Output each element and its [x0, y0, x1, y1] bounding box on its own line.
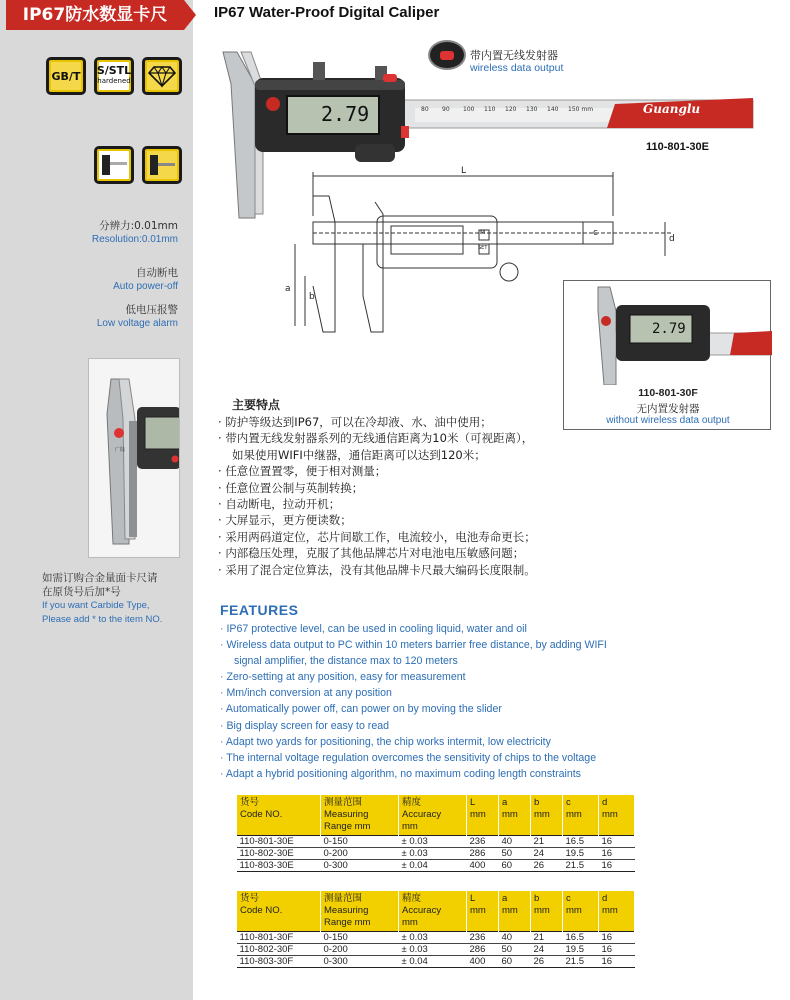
table-row: 110-801-30E 0-150 ± 0.03 236 40 21 16.5 16	[237, 836, 635, 848]
col-accuracy: 精度 Accuracy mm	[399, 795, 467, 836]
col-d: d mm	[599, 891, 635, 932]
carbide-cn-2: 在原货号后加*号	[42, 585, 121, 598]
features-en-list	[220, 621, 780, 782]
page-title-cn: IP67防水数显卡尺	[6, 0, 184, 30]
features-cn-list	[218, 414, 778, 578]
feature-cn-item: · 自动断电，拉动开机；	[218, 497, 341, 512]
feature-cn-item: · 大屏显示，更方便读数；	[218, 513, 352, 528]
dim-b: b	[309, 292, 315, 302]
table-row: 110-803-30E 0-300 ± 0.04 400 60 26 21.5 16	[237, 860, 635, 872]
feature-cn-item: · 内部稳压处理，克服了其他品牌芯片对电池电压敏感问题；	[218, 546, 525, 561]
col-range: 测量范围 Measuring Range mm	[321, 891, 399, 932]
col-a: a mm	[499, 891, 531, 932]
feature-cn-item-cont: 如果使用WIFI中继器，通信距离可以达到120米；	[232, 447, 486, 462]
scale-100: 100	[463, 106, 475, 113]
col-accuracy: 精度 Accuracy mm	[399, 891, 467, 932]
wireless-cn: 带内置无线发射器	[470, 49, 558, 62]
feature-en-item: · The internal voltage regulation overcomes the sensitivity of chips to the voltage	[220, 751, 597, 764]
feature-en-item: · Adapt two yards for positioning, the chip works intermit, low electricity	[220, 735, 551, 748]
col-b: b mm	[531, 795, 563, 836]
depth-rod-icon	[142, 146, 182, 184]
feature-en-item: · Mm/inch conversion at any position	[220, 687, 392, 700]
wireless-callout	[428, 40, 466, 70]
col-c: c mm	[563, 795, 599, 836]
auto-off-label	[113, 266, 178, 294]
table-row: 110-802-30E 0-200 ± 0.03 286 50 24 19.5 16	[237, 848, 635, 860]
features-en-title: FEATURES	[220, 602, 299, 618]
carbide-en-1: If you want Carbide Type,	[42, 600, 150, 611]
table-row: 110-801-30F 0-150 ± 0.03 236 40 21 16.5 16	[237, 932, 635, 944]
resolution-label	[92, 219, 178, 247]
feature-en-item-cont: signal amplifier, the distance max to 120 meters	[234, 655, 458, 668]
low-voltage-en: Low voltage alarm	[96, 318, 178, 329]
dim-L: L	[461, 166, 467, 176]
inset-wireless-en: without wireless data output	[606, 415, 730, 426]
col-c: c mm	[563, 891, 599, 932]
badge-diamond	[142, 57, 182, 95]
main-code: 110-801-30E	[646, 141, 709, 153]
col-L: L mm	[467, 795, 499, 836]
feature-en-item: · Automatically power off, can power on by moving the slider	[220, 703, 502, 716]
dim-a: a	[285, 284, 291, 294]
main-lcd-value: 2.79	[321, 102, 370, 126]
inset-product-box	[563, 280, 771, 430]
inset-wireless-cn: 无内置发射器	[636, 403, 700, 415]
low-voltage-label	[97, 303, 178, 331]
scale-110: 110	[484, 106, 496, 113]
col-d: d mm	[599, 795, 635, 836]
feature-en-item: · Big display screen for easy to read	[220, 719, 390, 732]
spec-table-e	[236, 795, 635, 872]
inset-lcd-value: 2.79	[652, 321, 686, 337]
feature-cn-item: · 任意位置公制与英制转换；	[218, 480, 364, 495]
spec-table-f	[236, 891, 635, 968]
col-a: a mm	[499, 795, 531, 836]
main-scale	[421, 106, 598, 113]
carbide-en-2: Please add * to the item NO.	[42, 613, 163, 625]
badge-stl-sub: hardened	[97, 77, 131, 85]
dim-c: c	[593, 228, 598, 238]
col-range: 测量范围 Measuring Range mm	[321, 795, 399, 836]
page-title-en: IP67 Water-Proof Digital Caliper	[214, 4, 440, 21]
scale-120: 120	[505, 106, 517, 113]
auto-off-cn: 自动断电	[136, 267, 178, 279]
scale-90: 90	[442, 106, 450, 113]
wireless-module-icon	[440, 51, 454, 60]
feature-en-item: · Wireless data output to PC within 10 meters barrier free distance, by adding WIFI	[220, 639, 607, 652]
diamond-icon	[148, 64, 176, 88]
wireless-en: wireless data output	[470, 62, 564, 74]
resolution-cn: 分辨力:0.01mm	[99, 220, 178, 232]
feature-en-item: · Adapt a hybrid positioning algorithm, no maximum coding length constraints	[220, 767, 581, 780]
badge-stl-label: S/STL	[96, 64, 132, 77]
outside-jaw-icon	[94, 146, 134, 184]
carbide-jaw-photo	[88, 358, 180, 558]
features-cn-title: 主要特点	[232, 398, 281, 412]
feature-en-item: · Zero-setting at any position, easy for measurement	[220, 671, 466, 684]
feature-cn-item: · 带内置无线发射器系列的无线通信距离为10米（可视距离），	[218, 431, 534, 446]
scale-150: 150 mm	[568, 106, 594, 113]
feature-cn-item: · 采用两码道定位，芯片间歇工作，电流较小，电池寿命更长；	[218, 529, 536, 544]
badge-stl	[94, 57, 134, 95]
scale-80: 80	[421, 106, 429, 113]
carbide-cn-1: 如需订购合金量面卡尺请	[42, 572, 158, 584]
feature-cn-item: · 任意位置置零，便于相对测量；	[218, 464, 387, 479]
feature-en-item: · IP67 protective level, can be used in cooling liquid, water and oil	[220, 623, 527, 635]
table-header-row	[237, 891, 635, 932]
inset-code: 110-801-30F	[638, 387, 698, 399]
svg-text:广陆: 广陆	[115, 447, 126, 453]
col-L: L mm	[467, 891, 499, 932]
resolution-en: Resolution:0.01mm	[91, 234, 178, 245]
btn-set-label: SET	[478, 245, 488, 251]
dim-d: d	[669, 234, 675, 244]
badge-gbt	[46, 57, 86, 95]
table-row: 110-803-30F 0-300 ± 0.04 400 60 26 21.5 16	[237, 956, 635, 968]
title-arrow	[184, 0, 196, 30]
carbide-note	[42, 572, 162, 626]
badge-gbt-label: GB/T	[51, 69, 81, 83]
main-brand: Guanglu	[643, 102, 701, 116]
col-code: 货号 Code NO.	[237, 891, 321, 932]
feature-cn-item: · 采用了混合定位算法，没有其他品牌卡尺最大编码长度限制。	[218, 562, 536, 577]
low-voltage-cn: 低电压报警	[125, 304, 178, 316]
scale-140: 140	[547, 106, 559, 113]
col-b: b mm	[531, 891, 563, 932]
btn-m-label: M	[480, 229, 486, 236]
table-header-row	[237, 795, 635, 836]
scale-130: 130	[526, 106, 538, 113]
table-row: 110-802-30F 0-200 ± 0.03 286 50 24 19.5 16	[237, 944, 635, 956]
feature-cn-item: · 防护等级达到IP67，可以在冷却液、水、油中使用；	[218, 415, 492, 429]
col-code: 货号 Code NO.	[237, 795, 321, 836]
auto-off-en: Auto power-off	[113, 281, 178, 292]
